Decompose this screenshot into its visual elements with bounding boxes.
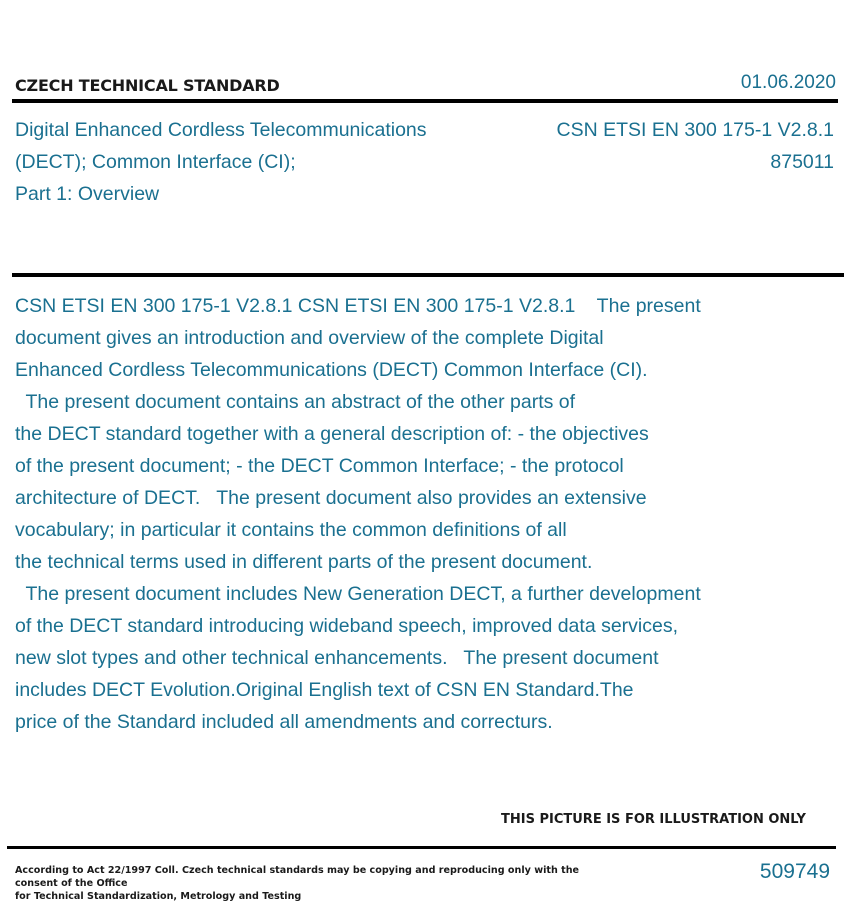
standard-title [15,114,427,210]
abstract-text [15,290,815,738]
abstract-line: vocabulary; in particular it contains the common definitions of all [15,519,567,541]
abstract-line: architecture of DECT. The present document also provides an extensive [15,487,647,509]
abstract-line: of the present document; - the DECT Common Interface; - the protocol [15,455,624,477]
class-number: 875011 [770,151,834,173]
abstract-line: of the DECT standard introducing wideband speech, improved data services, [15,615,679,637]
abstract-line: document gives an introduction and overview of the complete Digital [15,327,604,349]
title-line: Digital Enhanced Cordless Telecommunications [15,119,427,141]
abstract-line: The present document contains an abstract of the other parts of [15,391,576,413]
illustration-disclaimer: THIS PICTURE IS FOR ILLUSTRATION ONLY [501,812,806,827]
abstract-line: the DECT standard together with a general description of: - the objectives [15,423,649,445]
legal-line: for Technical Standardization, Metrology and Testing [15,891,302,902]
title-line: Part 1: Overview [15,183,160,205]
document-number: 509749 [759,860,830,883]
abstract-line: The present document includes New Generation DECT, a further development [15,583,701,605]
abstract-line: CSN ETSI EN 300 175-1 V2.8.1 CSN ETSI EN 300 175-1 V2.8.1 The present [15,295,701,317]
standard-date: 01.06.2020 [740,72,836,93]
abstract-line: includes DECT Evolution.Original English text of CSN EN Standard.The [15,679,634,701]
abstract-line: Enhanced Cordless Telecommunications (DECT) Common Interface (CI). [15,359,648,381]
abstract-line: the technical terms used in different parts of the present document. [15,551,593,573]
title-line: (DECT); Common Interface (CI); [15,151,296,173]
header-divider [12,99,838,103]
legal-notice [15,864,595,903]
standard-type-label: CZECH TECHNICAL STANDARD [15,76,280,95]
footer-divider [7,846,836,849]
abstract-line: new slot types and other technical enhancements. The present document [15,647,659,669]
section-divider [12,273,844,277]
abstract-line: price of the Standard included all amendments and correcturs. [15,711,553,733]
standard-codes [557,114,834,178]
standard-code: CSN ETSI EN 300 175-1 V2.8.1 [556,119,834,141]
legal-line: According to Act 22/1997 Coll. Czech technical standards may be copying and reproducing only with the consent of the Office [15,865,580,889]
